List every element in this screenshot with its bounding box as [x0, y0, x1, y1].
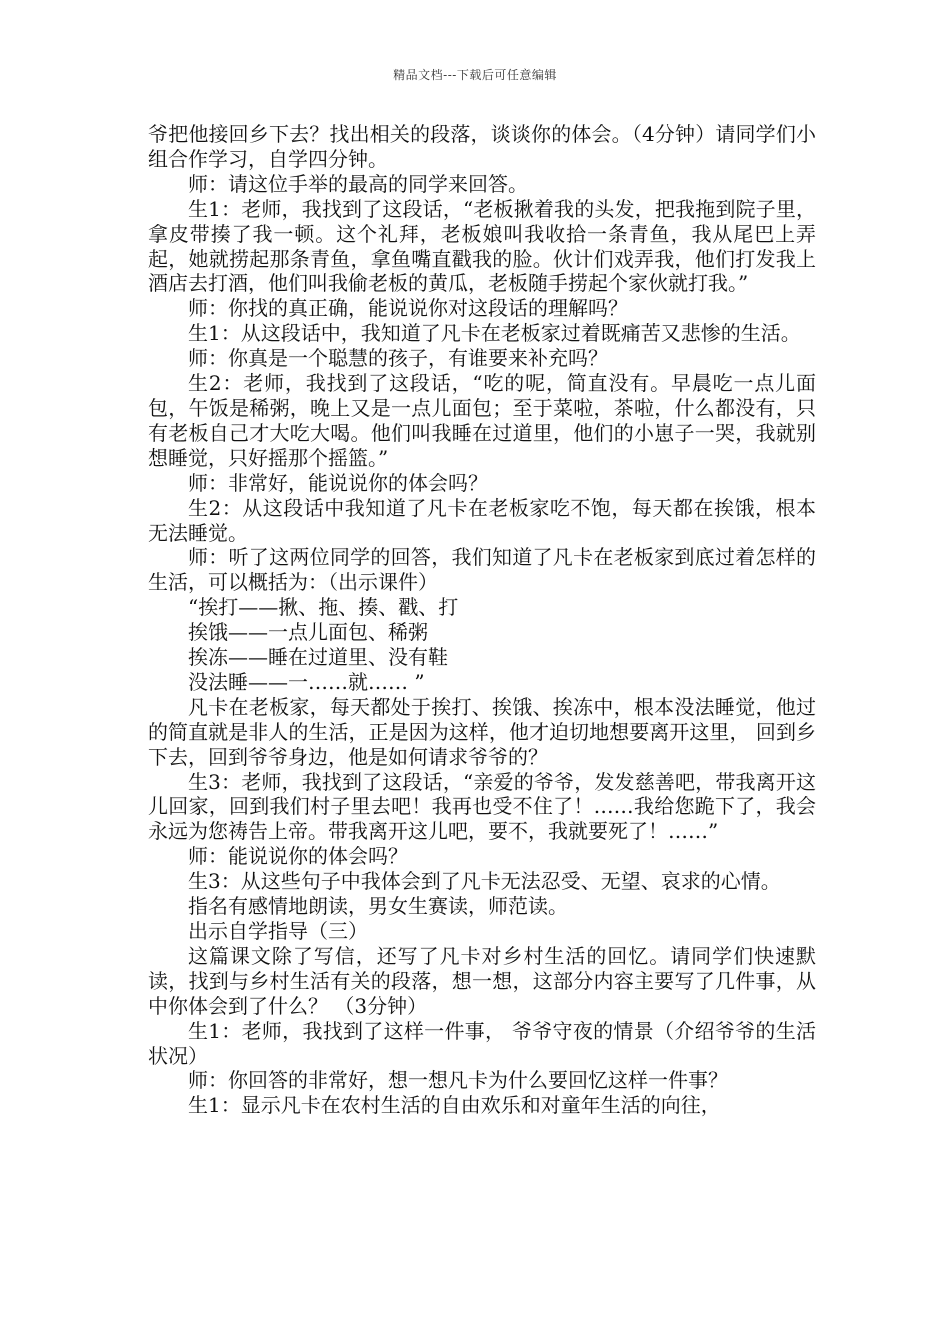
paragraph: 生1：显示凡卡在农村生活的自由欢乐和对童年生活的向往， [188, 1093, 721, 1118]
paragraph: 生1：老师，我找到了这样一件事， 爷爷守夜的情景（介绍爷爷的生活状况） [148, 1018, 816, 1068]
paragraph: 指名有感情地朗读，男女生赛读，师范读。 [188, 894, 568, 919]
page-header: 精品文档---下载后可任意编辑 [393, 68, 557, 82]
paragraph: 师：能说说你的体会吗？ [188, 844, 408, 869]
paragraph: 生2：老师，我找到了这段话，“吃的呢，简直没有。早晨吃一点儿面包，午饭是稀粥，晚上又是一点儿面包；至于菜啦，茶啦，什么都没有，只有老板自己才大吃大喝。他们叫我睡在过道里，他们的小崽子一哭，我就别想睡觉，只好摇那个摇篮。” [148, 371, 816, 470]
paragraph: 师：听了这两位同学的回答，我们知道了凡卡在老板家到底过着怎样的生活，可以概括为：（出示课件） [148, 545, 816, 595]
paragraph: 师：你回答的非常好，想一想凡卡为什么要回忆这样一件事？ [188, 1068, 728, 1093]
paragraph: 生1：老师，我找到了这段话，“老板揪着我的头发，把我拖到院子里，拿皮带揍了我一顿。这个礼拜，老板娘叫我收拾一条青鱼，我从尾巴上弄起，她就捞起那条青鱼，拿鱼嘴直戳我的脸。伙计们戏弄我，他们打发我上酒店去打酒，他们叫我偷老板的黄瓜，老板随手捞起个家伙就打我。” [148, 196, 816, 296]
paragraph: 爷把他接回乡下去？找出相关的段落，谈谈你的体会。（4分钟）请同学们小组合作学习，自学四分钟。 [148, 122, 816, 171]
paragraph: 师：请这位手举的最高的同学来回答。 [188, 171, 528, 196]
paragraph: 师：你找的真正确，能说说你对这段话的理解吗？ [188, 296, 628, 321]
paragraph: 生3：从这些句子中我体会到了凡卡无法忍受、无望、哀求的心情。 [188, 869, 781, 894]
paragraph: 凡卡在老板家，每天都处于挨打、挨饿、挨冻中，根本没法睡觉，他过的简直就是非人的生活，正是因为这样，他才迫切地想要离开这里， 回到乡下去，回到爷爷身边，他是如何请求爷爷的？ [148, 694, 816, 769]
paragraph: 挨冻——睡在过道里、没有鞋 [188, 645, 448, 670]
paragraph: 这篇课文除了写信，还写了凡卡对乡村生活的回忆。请同学们快速默读，找到与乡村生活有关的段落，想一想，这部分内容主要写了几件事，从中你体会到了什么？ （3分钟） [148, 943, 816, 1018]
paragraph: 生3：老师，我找到了这段话，“亲爱的爷爷，发发慈善吧，带我离开这儿回家，回到我们村子里去吧！我再也受不住了！……我给您跪下了，我会永远为您祷告上帝。带我离开这儿吧，要不，我就要死了！……” [148, 769, 816, 844]
paragraph: 生1：从这段话中，我知道了凡卡在老板家过着既痛苦又悲惨的生活。 [188, 321, 801, 346]
paragraph: 师：你真是一个聪慧的孩子，有谁要来补充吗？ [188, 346, 608, 371]
paragraph: 师：非常好，能说说你的体会吗？ [188, 470, 488, 495]
paragraph: 生2：从这段话中我知道了凡卡在老板家吃不饱，每天都在挨饿，根本无法睡觉。 [148, 495, 816, 545]
document-body [148, 122, 816, 1118]
paragraph: 挨饿——一点儿面包、稀粥 [188, 620, 428, 645]
paragraph: 出示自学指导（三） [188, 919, 368, 943]
paragraph: “挨打——揪、拖、揍、戳、打 [188, 595, 459, 620]
paragraph: 没法睡——一……就…… ” [188, 669, 425, 694]
